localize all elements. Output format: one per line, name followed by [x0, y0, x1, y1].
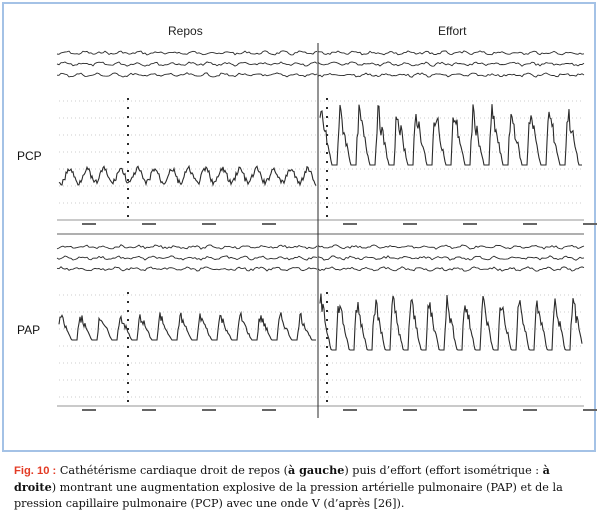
timing-dot: [326, 98, 328, 100]
timing-dot: [326, 301, 328, 303]
timing-dot: [326, 310, 328, 312]
row-label-pap: PAP: [17, 323, 41, 337]
timing-dot: [326, 373, 328, 375]
timing-dot: [127, 197, 129, 199]
time-marker: [463, 409, 477, 411]
time-marker: [583, 409, 597, 411]
timing-dot: [127, 215, 129, 217]
timing-dot: [127, 301, 129, 303]
time-marker: [403, 409, 417, 411]
time-marker: [262, 223, 276, 225]
reference-strip: [57, 62, 317, 66]
column-title-rest: Repos: [168, 24, 203, 38]
reference-strip: [318, 267, 584, 271]
timing-dot: [127, 319, 129, 321]
time-marker: [583, 223, 597, 225]
timing-dot: [326, 116, 328, 118]
timing-dot: [127, 364, 129, 366]
time-marker: [403, 223, 417, 225]
timing-dot: [127, 152, 129, 154]
timing-dot: [326, 197, 328, 199]
reference-strip: [318, 51, 584, 55]
timing-dot: [127, 170, 129, 172]
pcp-effort-trace: [320, 104, 582, 165]
reference-strip: [318, 62, 584, 66]
timing-dot: [326, 319, 328, 321]
time-marker: [142, 223, 156, 225]
timing-dot: [127, 310, 129, 312]
caption-bold-right: à droite: [14, 463, 550, 494]
time-marker: [463, 223, 477, 225]
timing-dot: [127, 346, 129, 348]
timing-dot: [326, 170, 328, 172]
timing-dot: [326, 125, 328, 127]
timing-dot: [326, 382, 328, 384]
reference-strip: [57, 245, 317, 249]
pap-effort-trace: [320, 294, 582, 350]
figure-number: Fig. 10 :: [14, 465, 57, 477]
timing-dot: [127, 355, 129, 357]
timing-dot: [127, 107, 129, 109]
timing-dot: [127, 125, 129, 127]
time-marker: [82, 409, 96, 411]
reference-strip: [57, 267, 317, 271]
caption-bold-left: à gauche: [287, 463, 345, 477]
timing-dot: [326, 346, 328, 348]
caption-text-3: ) montrant une augmentation explosive de la pression artérielle pulmonaire (PAP) et de la pression capillaire pulmonaire (PCP) avec une onde V (d’après [26]).: [14, 481, 563, 510]
reference-strip: [57, 51, 317, 55]
timing-dot: [127, 292, 129, 294]
timing-dot: [326, 364, 328, 366]
timing-dot: [326, 355, 328, 357]
time-marker: [343, 409, 357, 411]
timing-dot: [127, 373, 129, 375]
pap-rest-trace: [59, 312, 316, 340]
timing-dot: [127, 400, 129, 402]
reference-strip: [57, 256, 317, 260]
time-marker: [202, 409, 216, 411]
timing-dot: [326, 206, 328, 208]
timing-dot: [127, 206, 129, 208]
timing-dot: [127, 143, 129, 145]
timing-dot: [326, 188, 328, 190]
time-marker: [343, 223, 357, 225]
timing-dot: [326, 337, 328, 339]
timing-dot: [326, 179, 328, 181]
caption-text-1: Cathétérisme cardiaque droit de repos (: [56, 464, 288, 477]
time-marker: [82, 223, 96, 225]
timing-dot: [326, 215, 328, 217]
reference-strip: [318, 73, 584, 77]
time-marker: [202, 223, 216, 225]
reference-strip: [57, 73, 317, 77]
timing-dot: [127, 179, 129, 181]
time-marker: [523, 223, 537, 225]
timing-dot: [326, 152, 328, 154]
timing-dot: [326, 292, 328, 294]
timing-dot: [127, 98, 129, 100]
pcp-rest-trace: [59, 166, 316, 185]
timing-dot: [326, 161, 328, 163]
timing-dot: [127, 337, 129, 339]
figure-caption: [14, 462, 586, 512]
time-marker: [142, 409, 156, 411]
timing-dot: [127, 161, 129, 163]
timing-dot: [127, 382, 129, 384]
time-marker: [262, 409, 276, 411]
timing-dot: [127, 116, 129, 118]
timing-dot: [127, 134, 129, 136]
timing-dot: [127, 391, 129, 393]
time-marker: [523, 409, 537, 411]
reference-strip: [318, 245, 584, 249]
timing-dot: [326, 107, 328, 109]
timing-dot: [326, 400, 328, 402]
column-title-effort: Effort: [438, 24, 467, 38]
caption-text-2: ) puis d’effort (effort isométrique :: [344, 464, 543, 477]
timing-dot: [127, 188, 129, 190]
row-label-pcp: PCP: [17, 149, 42, 163]
reference-strip: [318, 256, 584, 260]
timing-dot: [326, 391, 328, 393]
